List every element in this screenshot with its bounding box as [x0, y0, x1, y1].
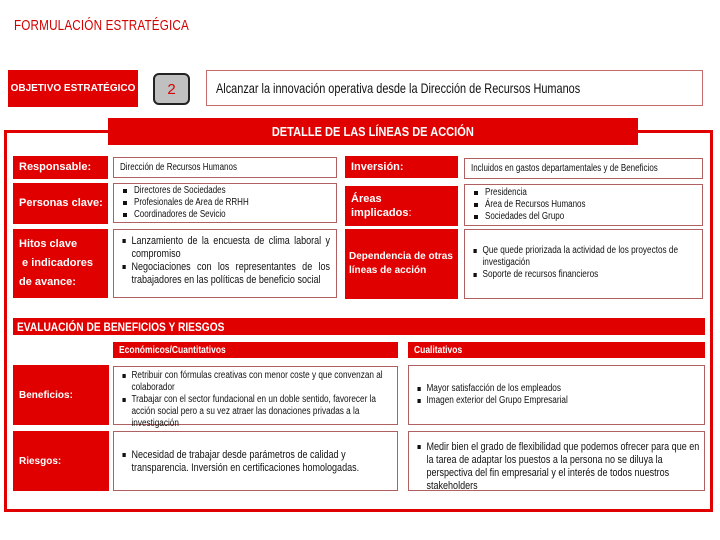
objective-text-box — [206, 70, 703, 106]
personas-clave-label — [13, 183, 108, 224]
objective-number-badge: 2 — [153, 73, 190, 105]
dependencia-label-line1: Dependencia de otras — [349, 251, 453, 262]
list-item: Coordinadores de Sevicio — [120, 209, 330, 221]
dependencia-list — [471, 245, 696, 281]
list-item: Sociedades del Grupo — [471, 211, 696, 223]
qualitative-column-header — [408, 342, 705, 358]
list-item: Negociaciones con los representantes de los trabajadores en las políticas de beneficio social — [120, 261, 330, 287]
areas-implicados-value — [464, 184, 703, 226]
areas-label-line1: Áreas — [351, 193, 382, 205]
beneficios-economic-value — [113, 366, 398, 429]
list-item: Retribuir con fórmulas creativas con menor coste y que convenzan al colaborador — [120, 370, 391, 394]
areas-label-suffix: : — [408, 207, 412, 219]
hitos-label-line1: Hitos clave — [19, 238, 78, 250]
list-item: Área de Recursos Humanos — [471, 199, 696, 211]
list-item: Directores de Sociedades — [120, 185, 330, 197]
objective-label-text: OBJETIVO ESTRATÉGICO — [10, 83, 136, 94]
hitos-label-line3: de avance: — [19, 276, 76, 288]
beneficios-label-text: Beneficios: — [19, 389, 73, 401]
page-title: FORMULACIÓN ESTRATÉGICA — [14, 17, 189, 34]
detail-section-title — [108, 118, 638, 145]
riesgos-economic-list — [120, 449, 398, 475]
objective-label — [8, 70, 138, 107]
dependencia-label — [345, 229, 458, 299]
list-item: Que quede priorizada la actividad de los proyectos de investigación — [471, 245, 696, 269]
list-item: Necesidad de trabajar desde parámetros de calidad y transparencia. Inversión en certificaciones homologadas. — [120, 449, 398, 475]
personas-clave-value — [113, 183, 337, 223]
responsable-label-text: Responsable: — [19, 161, 92, 173]
riesgos-economic-value — [113, 431, 398, 491]
hitos-value — [113, 229, 337, 298]
hitos-list — [120, 235, 330, 287]
responsable-label — [13, 156, 108, 179]
riesgos-qualitative-value — [408, 431, 705, 491]
riesgos-qualitative-list — [415, 441, 703, 493]
list-item: Imagen exterior del Grupo Empresarial — [415, 395, 698, 407]
dependencia-value — [464, 229, 703, 299]
riesgos-label-text: Riesgos: — [19, 455, 62, 467]
inversion-value — [464, 158, 703, 179]
list-item: Medir bien el grado de flexibilidad que podemos ofrecer para que en la tarea de adaptar los puestos a la persona no se diluya la perspectiva del fin empresarial y el interés de todos nuestros stakeholders — [415, 441, 703, 493]
list-item: Lanzamiento de la encuesta de clima laboral y compromiso — [120, 235, 330, 261]
inversion-label-text: Inversión: — [351, 160, 404, 173]
dependencia-label-line2: líneas de acción — [349, 265, 427, 276]
areas-implicados-list — [471, 187, 696, 223]
beneficios-label — [13, 365, 109, 425]
responsable-value-text: Dirección de Recursos Humanos — [120, 161, 237, 173]
evaluation-section-title-text: EVALUACIÓN DE BENEFICIOS Y RIESGOS — [17, 319, 225, 334]
qualitative-column-header-text: Cualitativos — [414, 344, 463, 356]
list-item: Soporte de recursos financieros — [471, 269, 696, 281]
areas-label-line2: implicados — [351, 207, 409, 219]
responsable-value — [113, 157, 337, 178]
hitos-label-line2: e indicadores — [19, 257, 93, 269]
list-item: Profesionales de Area de RRHH — [120, 197, 330, 209]
economic-column-header — [113, 342, 398, 358]
evaluation-section-title — [13, 318, 705, 335]
beneficios-qualitative-value — [408, 365, 705, 425]
beneficios-economic-list — [120, 370, 391, 430]
objective-text: Alcanzar la innovación operativa desde la Dirección de Recursos Humanos — [216, 80, 581, 96]
list-item: Trabajar con el sector fundacional en un doble sentido, favorecer la acción social pero a su vez atraer las donaciones privadas a la investigación — [120, 394, 391, 430]
beneficios-qualitative-list — [415, 383, 698, 407]
economic-column-header-text: Económicos/Cuantitativos — [119, 344, 226, 356]
inversion-label — [345, 156, 458, 178]
riesgos-label — [13, 431, 109, 491]
detail-section-title-text: DETALLE DE LAS LÍNEAS DE ACCIÓN — [272, 124, 474, 139]
list-item: Presidencia — [471, 187, 696, 199]
areas-implicados-label — [345, 186, 458, 226]
personas-clave-list — [120, 185, 330, 221]
hitos-label — [13, 229, 108, 298]
list-item: Mayor satisfacción de los empleados — [415, 383, 698, 395]
inversion-value-text: Incluidos en gastos departamentales y de Beneficios — [471, 162, 658, 174]
personas-clave-label-text: Personas clave: — [19, 197, 103, 209]
